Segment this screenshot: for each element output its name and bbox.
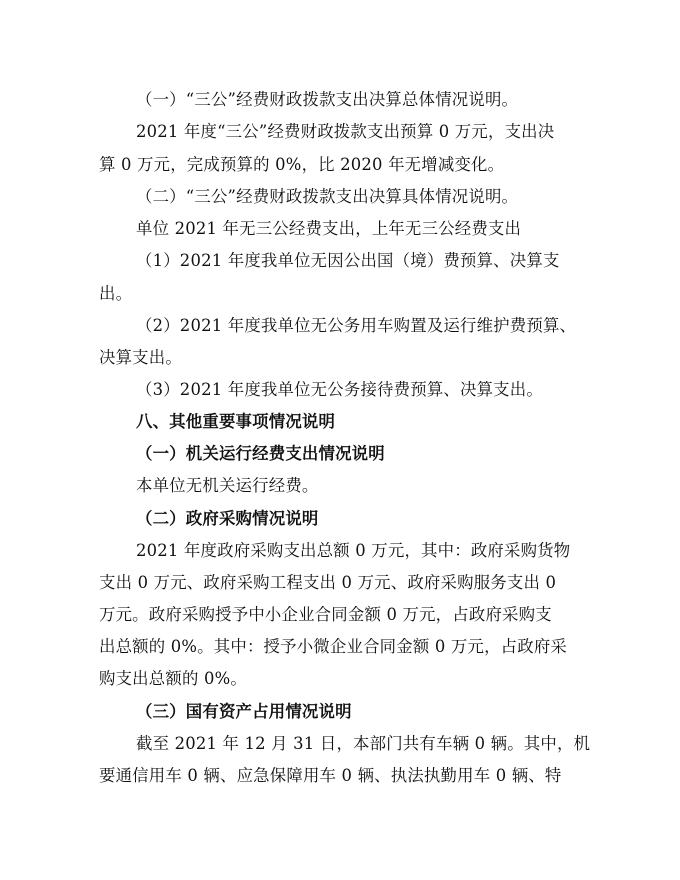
paragraph-line: 截至 2021 年 12 月 31 日，本部门共有车辆 0 辆。其中，机: [136, 734, 591, 753]
paragraph-line: 购支出总额的 0%。: [99, 669, 247, 688]
paragraph-line: 支出 0 万元、政府采购工程支出 0 万元、政府采购服务支出 0: [99, 573, 557, 592]
section-heading-8: 八、其他重要事项情况说明: [136, 412, 336, 431]
paragraph-line: 本单位无机关运行经费。: [136, 476, 319, 495]
paragraph-line: 出总额的 0%。其中：授予小微企业合同金额 0 万元，占政府采: [99, 637, 568, 656]
paragraph-line: 2021 年度“三公”经费财政拨款支出预算 0 万元，支出决: [136, 122, 555, 141]
paragraph-line: 要通信用车 0 辆、应急保障用车 0 辆、执法执勤用车 0 辆、特: [99, 766, 562, 785]
heading-sangong-overall: （一）“三公”经费财政拨款支出决算总体情况说明。: [136, 90, 519, 109]
paragraph-line: 单位 2021 年无三公经费支出，上年无三公经费支出: [136, 219, 522, 238]
heading-sangong-detail: （二）“三公”经费财政拨款支出决算具体情况说明。: [136, 187, 519, 206]
paragraph-line: 2021 年度政府采购支出总额 0 万元，其中：政府采购货物: [136, 541, 571, 560]
paragraph-line: 算 0 万元，完成预算的 0%，比 2020 年无增减变化。: [99, 155, 505, 174]
paragraph-line: 决算支出。: [99, 348, 182, 367]
subheading-procurement: （二）政府采购情况说明: [136, 509, 319, 528]
paragraph-line: 出。: [99, 284, 133, 303]
list-item-3: （3）2021 年度我单位无公务接待费预算、决算支出。: [136, 380, 543, 399]
subheading-operating-expenses: （一）机关运行经费支出情况说明: [136, 444, 385, 463]
list-item-1: （1）2021 年度我单位无因公出国（境）费预算、决算支: [136, 251, 560, 270]
list-item-2: （2）2021 年度我单位无公务用车购置及运行维护费预算、: [136, 316, 577, 335]
subheading-state-assets: （三）国有资产占用情况说明: [136, 702, 352, 721]
paragraph-line: 万元。政府采购授予中小企业合同金额 0 万元，占政府采购支: [99, 605, 552, 624]
